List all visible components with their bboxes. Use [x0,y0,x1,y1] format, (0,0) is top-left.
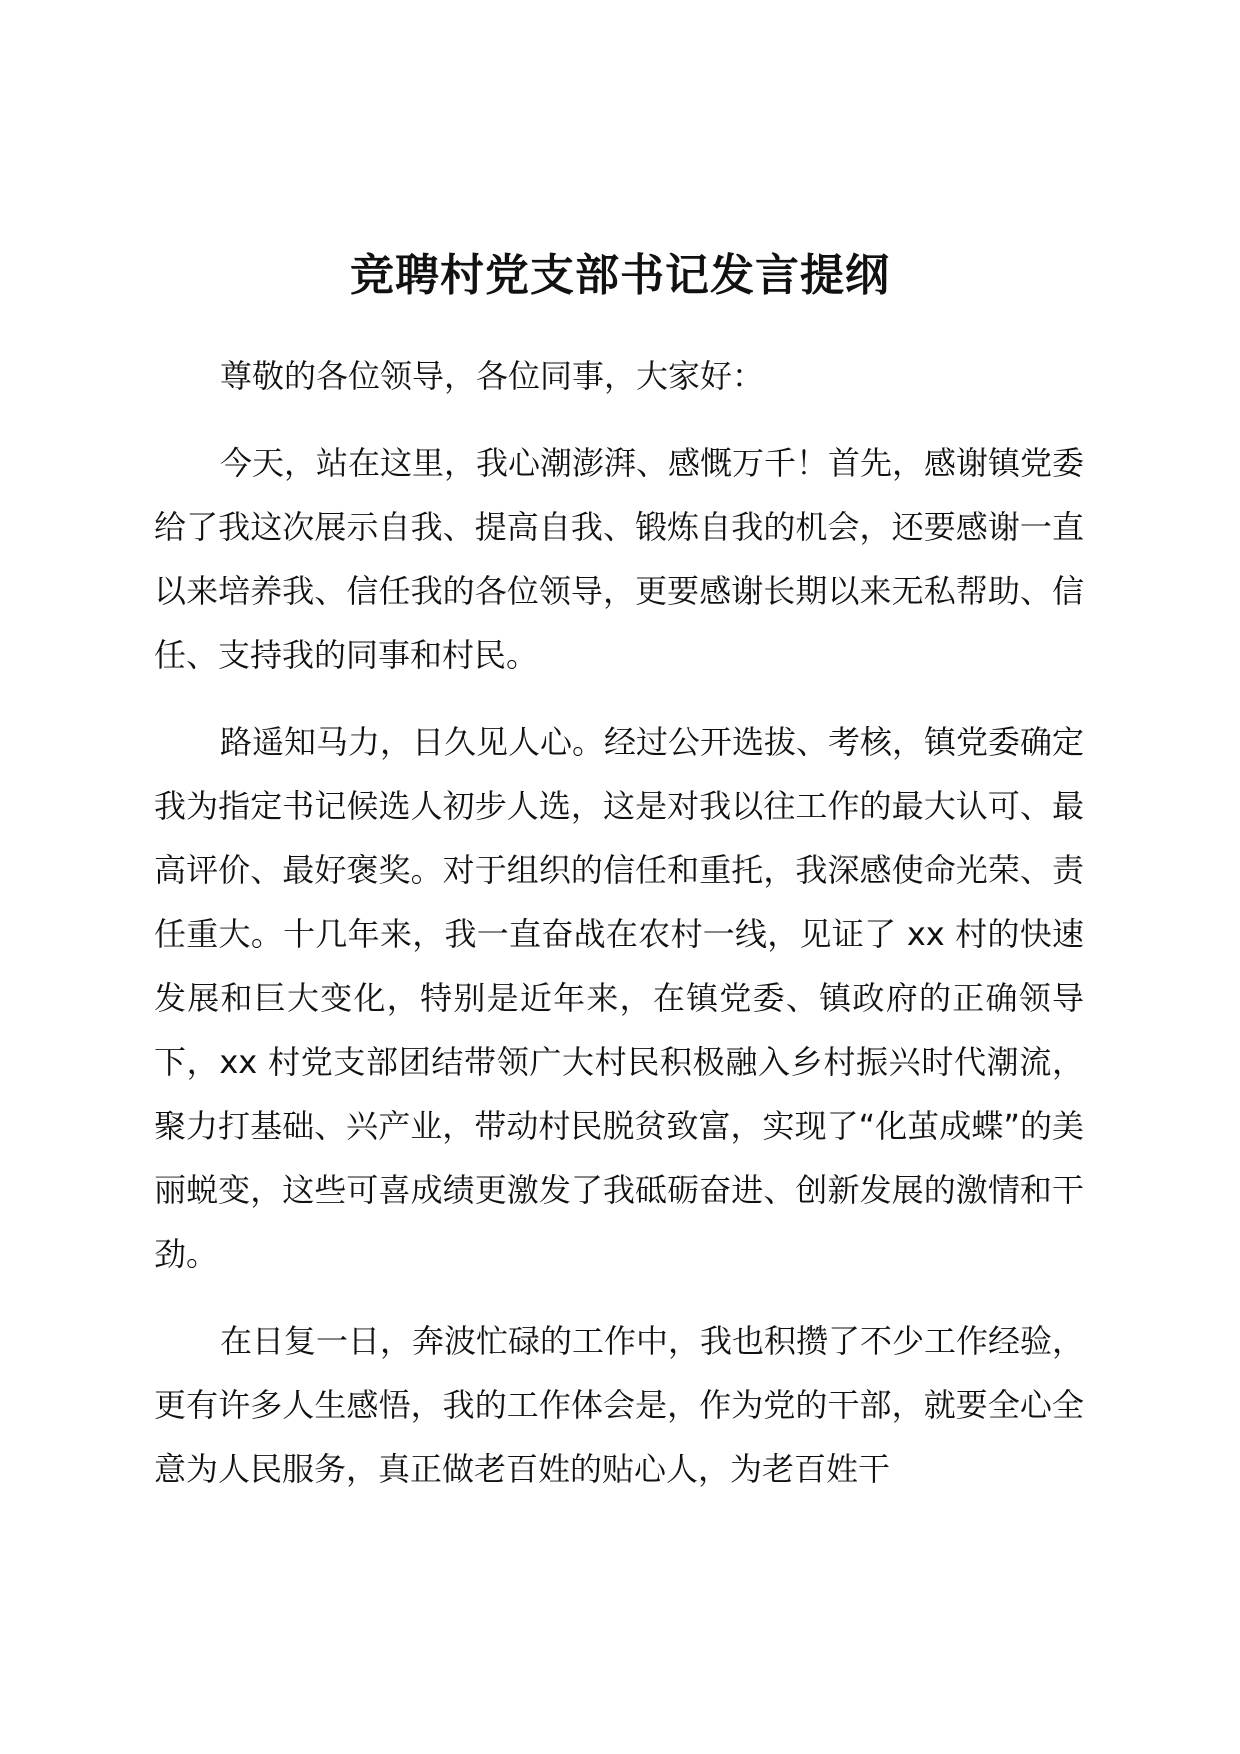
paragraph-greeting: 尊敬的各位领导，各位同事，大家好： [220,357,765,395]
paragraph-thanks: 今天，站在这里，我心潮澎湃、感慨万千！首先，感谢镇党委给了我这次展示自我、提高自我、锻炼自我的机会，还要感谢一直以来培养我、信任我的各位领导，更要感谢长期以来无私帮助、信任、支持我的同事和村民。 [154,444,1085,674]
paragraph-experience: 路遥知马力，日久见人心。经过公开选拔、考核，镇党委确定我为指定书记候选人初步人选，这是对我以往工作的最大认可、最高评价、最好褒奖。对于组织的信任和重托，我深感使命光荣、责任重大。十几年来，我一直奋战在农村一线，见证了 xx 村的快速发展和巨大变化，特别是近年来，在镇党委、镇政府的正确领导下，xx 村党支部团结带领广大村民积极融入乡村振兴时代潮流，聚力打基础、兴产业，带动村民脱贫致富，实现了“化茧成蝶”的美丽蜕变，这些可喜成绩更激发了我砥砺奋进、创新发展的激情和干劲。 [154,723,1085,1273]
document-body [154,344,1084,1524]
paragraph-reflection: 在日复一日，奔波忙碌的工作中，我也积攒了不少工作经验，更有许多人生感悟，我的工作体会是，作为党的干部，就要全心全意为人民服务，真正做老百姓的贴心人，为老百姓干 [154,1322,1085,1488]
document-title: 竞聘村党支部书记发言提纲 [350,250,890,301]
